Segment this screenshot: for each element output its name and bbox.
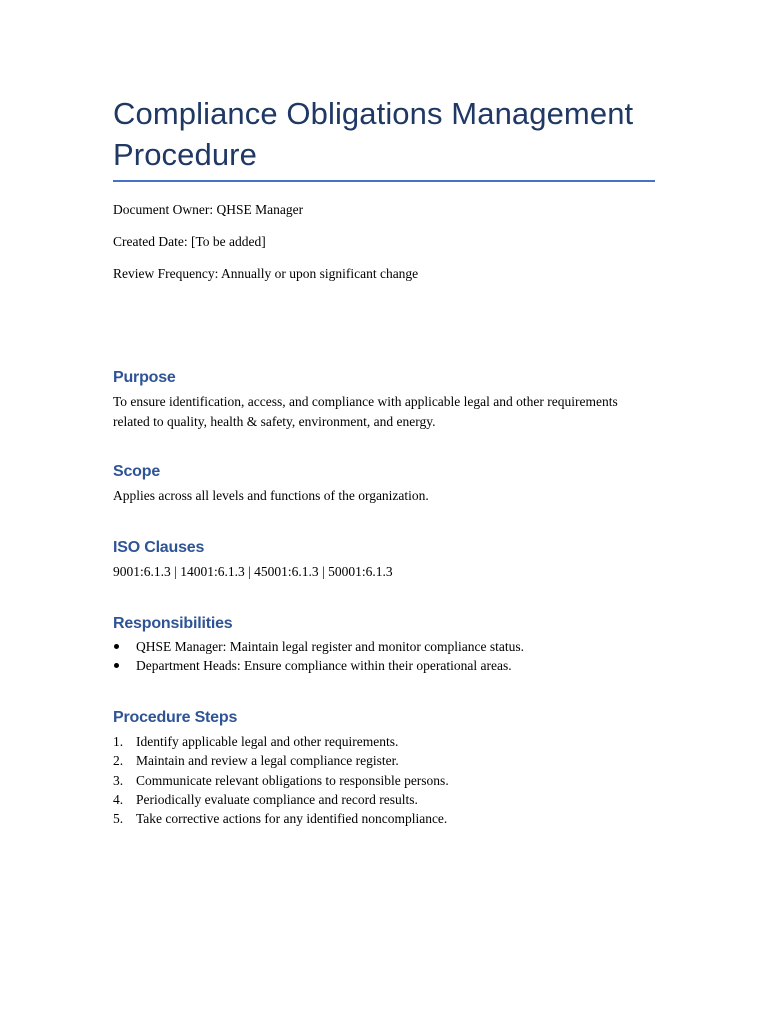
step-text: Identify applicable legal and other requirements. (136, 734, 399, 749)
step-number: 4. (113, 791, 124, 807)
document-title: Compliance Obligations Management Procedure (113, 96, 634, 172)
list-item (113, 751, 653, 770)
iso-clauses-heading: ISO Clauses (113, 539, 205, 556)
iso-clauses-text: 9001:6.1.3 | 14001:6.1.3 | 45001:6.1.3 | 50001:6.1.3 (113, 564, 393, 579)
step-text: Take corrective actions for any identified noncompliance. (136, 811, 448, 827)
title-underline (113, 180, 655, 182)
purpose-heading: Purpose (113, 369, 176, 386)
step-text: Periodically evaluate compliance and record results. (136, 791, 418, 807)
purpose-text: To ensure identification, access, and compliance with applicable legal and other requirements related to quality, health & safety, environment, and energy. (113, 394, 618, 429)
responsibilities-list (113, 637, 653, 676)
step-number: 3. (113, 772, 124, 788)
step-text: Communicate relevant obligations to responsible persons. (136, 772, 449, 788)
step-number: 1. (113, 734, 124, 749)
procedure-steps-heading: Procedure Steps (113, 709, 238, 726)
list-item (113, 732, 653, 751)
scope-text: Applies across all levels and functions of the organization. (113, 488, 429, 503)
bullet-icon (114, 644, 119, 649)
list-item (113, 637, 653, 656)
list-item (113, 656, 653, 675)
document-owner: Document Owner: QHSE Manager (113, 202, 304, 217)
responsibility-text: Department Heads: Ensure compliance within their operational areas. (136, 658, 512, 674)
step-number: 5. (113, 811, 124, 827)
responsibility-text: QHSE Manager: Maintain legal register and monitor compliance status. (136, 639, 525, 654)
bullet-icon (114, 663, 119, 668)
scope-heading: Scope (113, 463, 161, 480)
step-number: 2. (113, 753, 124, 769)
list-item (113, 809, 653, 828)
responsibilities-heading: Responsibilities (113, 615, 233, 632)
step-text: Maintain and review a legal compliance register. (136, 753, 399, 769)
review-frequency: Review Frequency: Annually or upon significant change (113, 266, 419, 281)
list-item (113, 771, 653, 790)
created-date: Created Date: [To be added] (113, 234, 266, 249)
list-item (113, 790, 653, 809)
procedure-steps-list (113, 732, 653, 828)
